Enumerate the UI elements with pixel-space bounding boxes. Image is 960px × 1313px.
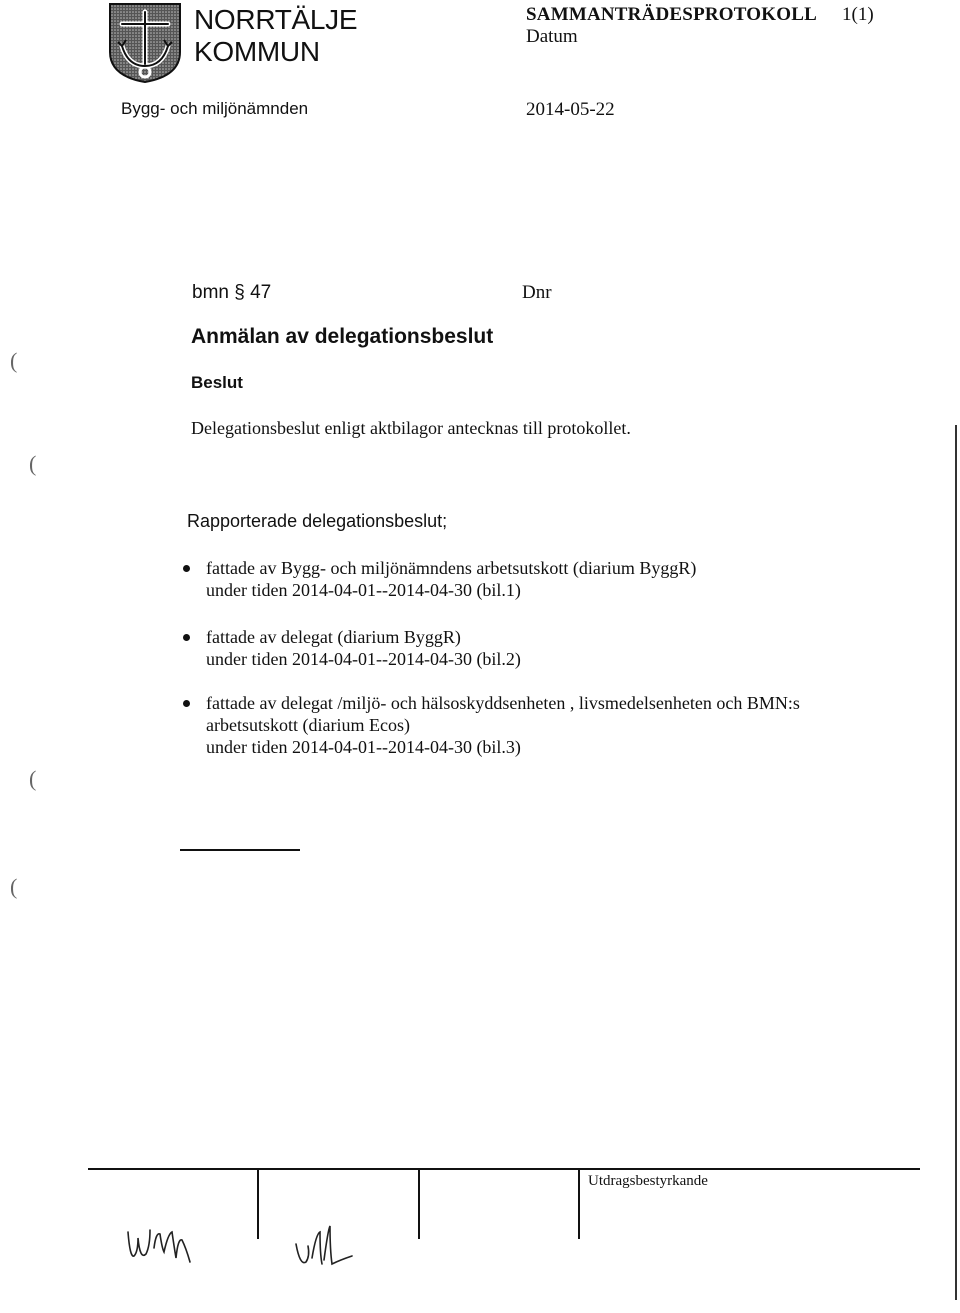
list-item-line: fattade av delegat (diarium ByggR): [206, 627, 461, 647]
signature-initials: [290, 1220, 370, 1285]
list-item-line: fattade av Bygg- och miljönämndens arbetsutskott (diarium ByggR): [206, 558, 697, 578]
list-item-line: under tiden 2014-04-01--2014-04-30 (bil.3): [206, 737, 521, 757]
footer-column-divider: [257, 1169, 259, 1239]
paragraph-number: [192, 282, 271, 304]
committee-name: Bygg- och miljönämnden: [121, 99, 309, 118]
page-number: 1(1): [842, 4, 874, 25]
decision-heading: Beslut: [191, 373, 243, 392]
margin-mark: (: [10, 874, 18, 899]
organization-name-line2: KOMMUN: [194, 36, 320, 67]
reported-decisions-heading: Rapporterade delegationsbeslut;: [187, 511, 448, 531]
footer-column-divider: [578, 1169, 580, 1239]
list-item-line: under tiden 2014-04-01--2014-04-30 (bil.2): [206, 649, 521, 669]
page-title: Anmälan av delegationsbeslut: [191, 325, 494, 348]
bullet-icon: [183, 634, 190, 641]
list-item: [206, 626, 521, 670]
document-type: SAMMANTRÄDESPROTOKOLL: [526, 4, 817, 25]
certification-label: Utdragsbestyrkande: [588, 1173, 708, 1189]
municipality-logo: [108, 2, 182, 84]
bullet-icon: [183, 565, 190, 572]
list-item-line: under tiden 2014-04-01--2014-04-30 (bil.1): [206, 580, 521, 600]
signature-initials: [124, 1218, 204, 1273]
section-sign: §: [234, 282, 245, 303]
list-item: [206, 692, 800, 758]
paragraph-prefix: bmn: [192, 282, 229, 303]
date-value: 2014-05-22: [526, 99, 615, 120]
page-edge-line: [955, 425, 957, 1300]
bullet-icon: [183, 700, 190, 707]
footer-column-divider: [418, 1169, 420, 1239]
decision-text: Delegationsbeslut enligt aktbilagor antecknas till protokollet.: [191, 418, 631, 438]
organization-name-line1: NORRTÄLJE: [194, 4, 358, 35]
list-item-line: fattade av delegat /miljö- och hälsoskyddsenheten , livsmedelsenheten och BMN:s: [206, 693, 800, 713]
margin-mark: (: [29, 451, 37, 476]
paragraph-number-value: 47: [250, 282, 272, 303]
margin-mark: (: [29, 766, 37, 791]
list-item: [206, 557, 696, 601]
list-item-line: arbetsutskott (diarium Ecos): [206, 715, 410, 735]
dnr-label: Dnr: [522, 282, 552, 303]
footer-top-rule: [88, 1168, 920, 1170]
margin-mark: (: [10, 348, 18, 373]
separator-line: [180, 849, 300, 851]
date-label: Datum: [526, 26, 578, 47]
